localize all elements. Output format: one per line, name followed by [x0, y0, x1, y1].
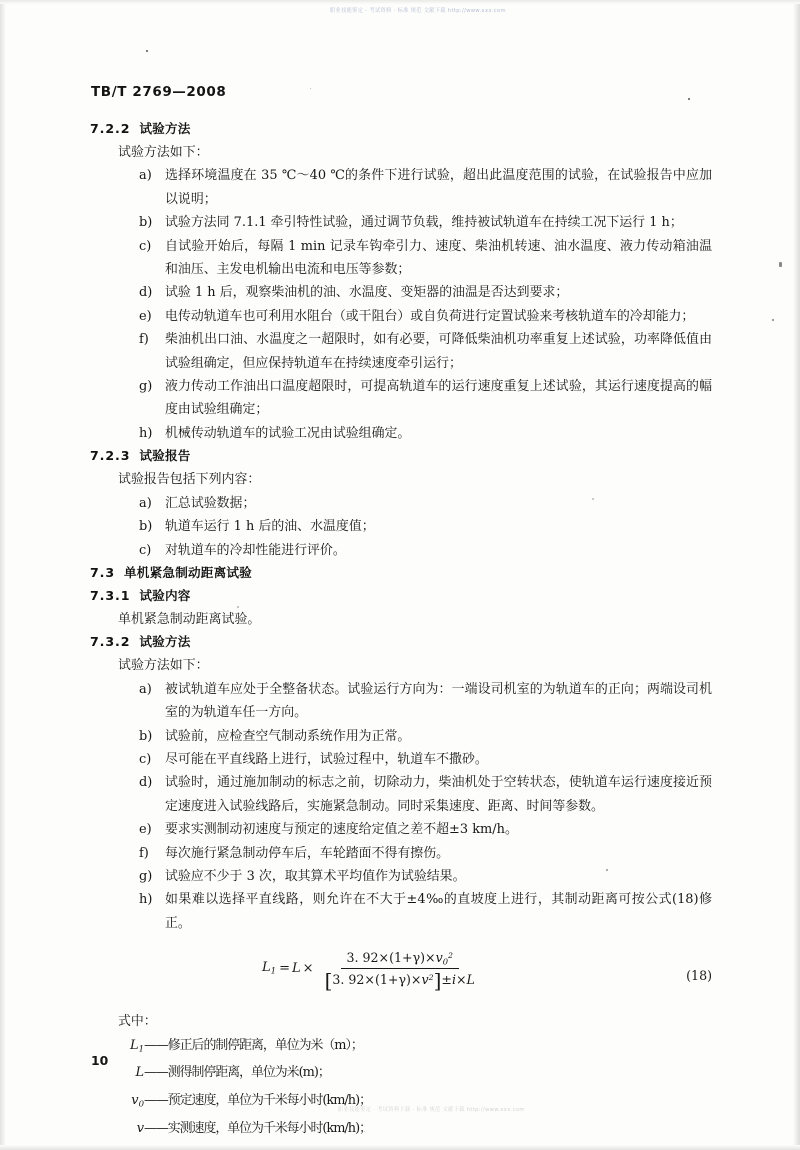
list-marker: b)	[139, 215, 153, 231]
list-item	[0, 375, 800, 422]
list-item	[0, 539, 800, 562]
list-text: 试验 1 h 后，观察柴油机的油、水温度、变矩器的油温是否达到要求；	[165, 285, 569, 301]
list-item	[0, 281, 800, 304]
list-text: 要求实测制动初速度与预定的速度给定值之差不超±3 km/h。	[165, 822, 518, 838]
formula-denominator: [3. $92\times(1+\gamma)\times v^2]\pm i\times L$	[324, 968, 475, 993]
heading-7-3-1	[0, 585, 800, 606]
list-item	[0, 211, 800, 234]
list-item	[0, 515, 800, 538]
document-header-code: TB/T 2769—2008	[91, 84, 227, 100]
where-label: 式中：	[118, 1014, 157, 1030]
heading-title: 试验报告	[139, 448, 191, 464]
formula-times: ×	[302, 960, 314, 976]
list-marker: f)	[139, 332, 149, 348]
list-7-2-3	[0, 492, 800, 562]
formula-l-factor: L	[292, 960, 301, 976]
formula-lhs: $L_1$	[262, 960, 277, 977]
list-marker: a)	[139, 681, 152, 697]
list-item	[0, 748, 800, 771]
list-marker: b)	[139, 519, 153, 535]
list-item	[0, 842, 800, 865]
list-text: 柴油机出口油、水温度之一超限时，如有必要，可降低柴油机功率重复上述试验，功率降低值由试验组确定，但应保持轨道车在持续速度牵引运行；	[165, 332, 712, 371]
list-text: 被试轨道车应处于全整备状态。试验运行方向为：一端设司机室的为轨道车的正向；两端设司机室的为轨道车任一方向。	[165, 681, 712, 721]
list-marker: e)	[139, 822, 152, 838]
definition-item	[0, 1089, 800, 1117]
list-marker: e)	[139, 308, 152, 324]
list-item	[0, 422, 800, 445]
list-marker: a)	[139, 495, 152, 511]
definition-symbol: $L_1$	[130, 1037, 144, 1054]
list-item	[0, 328, 800, 375]
watermark-bottom: 职业技能鉴定 · 考试资料下载 · 标准 规范 文献下载 http://www.xxx.com	[338, 1106, 525, 1114]
page-number: 10	[91, 1053, 109, 1068]
list-marker: c)	[139, 238, 152, 254]
definition-symbol: v	[136, 1120, 144, 1136]
list-text: 试验应不少于 3 次，取其算术平均值作为试验结果。	[165, 868, 466, 884]
list-marker: b)	[139, 728, 153, 744]
list-item	[0, 865, 800, 888]
list-item	[0, 492, 800, 515]
heading-7-3	[0, 562, 800, 583]
list-text: 每次施行紧急制动停车后，车轮踏面不得有擦伤。	[165, 845, 450, 861]
formula-18	[262, 950, 481, 993]
list-text: 尽可能在平直线路上进行，试验过程中，轨道车不撒砂。	[165, 751, 488, 767]
list-marker: g)	[139, 379, 153, 395]
definition-text: ——测得制停距离，单位为米(m)；	[144, 1065, 330, 1081]
heading-7-3-2	[0, 631, 800, 652]
formula-number: (18)	[686, 968, 712, 984]
list-item	[0, 771, 800, 818]
heading-number: 7.3.2	[90, 634, 131, 650]
list-text: 对轨道车的冷却性能进行评价。	[165, 542, 346, 558]
list-marker: c)	[139, 542, 152, 558]
list-item	[0, 235, 800, 282]
list-item	[0, 164, 800, 211]
formula-equals: =	[279, 960, 291, 976]
intro-7-3-2: 试验方法如下：	[118, 658, 209, 674]
list-marker: d)	[139, 285, 153, 301]
definition-item	[0, 1061, 800, 1089]
heading-title: 试验方法	[139, 121, 191, 136]
heading-7-2-3	[0, 445, 800, 466]
heading-title: 试验内容	[139, 587, 191, 603]
heading-number: 7.2.3	[90, 448, 131, 464]
watermark-top: 职业技能鉴定 - 考试资料 · 标准 规范 文献下载 http://www.xxx.com	[330, 7, 506, 15]
formula-fraction	[319, 950, 481, 993]
page-edge-bottom	[0, 1145, 800, 1150]
list-item	[0, 818, 800, 841]
list-text: 试验前，应检查空气制动系统作用为正常。	[165, 728, 411, 744]
list-marker: h)	[139, 425, 153, 441]
list-item	[0, 725, 800, 748]
list-text: 选择环境温度在 35 ℃～40 ℃的条件下进行试验，超出此温度范围的试验，在试验报告中应加以说明；	[165, 168, 712, 207]
list-7-2-2	[0, 164, 800, 445]
document-body	[0, 118, 800, 1145]
formula-row	[0, 944, 800, 1006]
list-text: 试验方法同 7.1.1 牵引特性试验，通过调节负载，维持被试轨道车在持续工况下运行 1 h；	[165, 215, 683, 231]
list-7-3-2	[0, 678, 800, 935]
list-text: 试验时，通过施加制动的标志之前，切除动力，柴油机处于空转状态，使轨道车运行速度接近预定速度进入试验线路后，实施紧急制动。同时采集速度、距离、时间等参数。	[165, 775, 712, 814]
list-marker: a)	[139, 168, 152, 184]
heading-title: 单机紧急制动距离试验	[124, 564, 252, 580]
list-item	[0, 678, 800, 725]
list-marker: f)	[139, 845, 149, 861]
definition-symbol: $v_0$	[131, 1093, 144, 1110]
list-marker: h)	[139, 892, 153, 908]
heading-number: 7.3	[90, 564, 116, 580]
list-text: 自试验开始后，每隔 1 min 记录车钩牵引力、速度、柴油机转速、油水温度、液力传动箱油温和油压、主发电机输出电流和电压等参数；	[165, 238, 712, 278]
definition-text: ——实测速度，单位为千米每小时(km/h)；	[144, 1120, 371, 1136]
list-text: 如果难以选择平直线路，则允许在不大于±4‰的直坡度上进行，其制动距离可按公式(18)修正。	[165, 892, 712, 931]
heading-number: 7.2.2	[90, 121, 131, 136]
intro-7-2-3: 试验报告包括下列内容：	[118, 472, 261, 488]
definition-item	[0, 1117, 800, 1145]
heading-title: 试验方法	[139, 634, 191, 650]
list-item	[0, 305, 800, 328]
formula-numerator: 3. $92\times(1+\gamma)\times v_0^2$	[341, 950, 459, 968]
heading-7-2-2	[0, 118, 800, 139]
list-marker: g)	[139, 868, 153, 884]
list-text: 轨道车运行 1 h 后的油、水温度值；	[165, 519, 375, 535]
page-edge-top	[0, 0, 800, 4]
definition-item	[0, 1034, 800, 1062]
heading-number: 7.3.1	[90, 587, 131, 603]
definition-list	[0, 1034, 800, 1145]
intro-7-2-2: 试验方法如下：	[118, 145, 209, 160]
list-text: 电传动轨道车也可利用水阻台（或干阻台）或自负荷进行定置试验来考核轨道车的冷却能力；	[165, 308, 695, 324]
list-text: 液力传动工作油出口温度超限时，可提高轨道车的运行速度重复上述试验，其运行速度提高的幅度由试验组确定；	[165, 379, 712, 418]
body-7-3-1: 单机紧急制动距离试验。	[118, 611, 261, 627]
definition-text: ——预定速度，单位为千米每小时(km/h)；	[144, 1093, 371, 1109]
list-text: 机械传动轨道车的试验工况由试验组确定。	[165, 425, 411, 441]
list-text: 汇总试验数据；	[165, 495, 256, 511]
definition-symbol: L	[135, 1065, 144, 1081]
list-marker: d)	[139, 775, 153, 791]
definition-text: ——修正后的制停距离，单位为米（m）；	[144, 1037, 363, 1053]
list-item	[0, 888, 800, 935]
list-marker: c)	[139, 751, 152, 767]
